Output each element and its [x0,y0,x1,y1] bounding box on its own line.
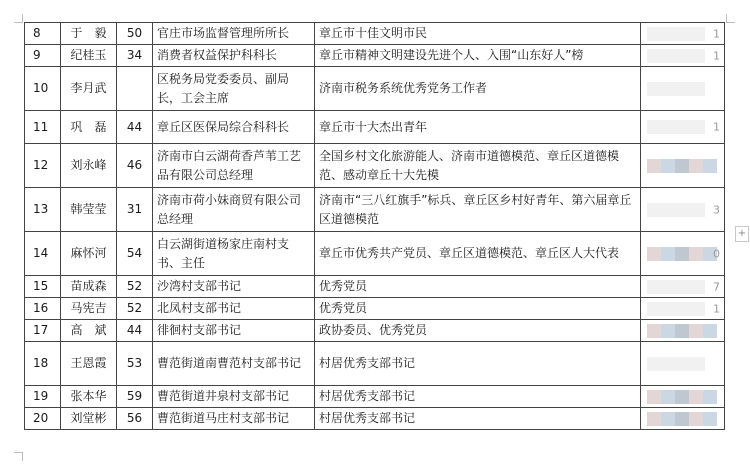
mosaic-block [647,302,705,316]
partial-digit: 1 [713,27,720,40]
table-row [25,45,725,67]
row-number-cell: 8 [25,23,61,45]
redacted-contact-cell [641,232,725,276]
position-cell: 沙湾村支部书记 [153,276,315,298]
honor-cell: 济南市税务系统优秀党务工作者 [315,67,641,111]
table-row [25,188,725,232]
position-cell: 消费者权益保护科科长 [153,45,315,67]
row-number-cell: 12 [25,144,61,188]
partial-digit: 1 [713,49,720,62]
position-cell: 曹范街道井泉村支部书记 [153,386,315,408]
age-cell: 52 [117,298,153,320]
mosaic-block [703,324,717,338]
age-cell: 46 [117,144,153,188]
row-number-cell: 10 [25,67,61,111]
name-cell: 刘堂彬 [61,408,117,430]
honor-cell: 章丘市精神文明建设先进个人、入围“山东好人”榜 [315,45,641,67]
name-cell: 马宪吉 [61,298,117,320]
row-number-cell: 19 [25,386,61,408]
mosaic-block [661,324,675,338]
mosaic-block [675,412,689,426]
redacted-contact-cell [641,144,725,188]
redacted-contact-cell [641,67,725,111]
mosaic-block [689,159,703,173]
row-number-cell: 18 [25,342,61,386]
mosaic-block [661,390,675,404]
age-cell: 59 [117,386,153,408]
mosaic-block [675,324,689,338]
redacted-contact-cell [641,276,725,298]
redacted-contact-cell [641,45,725,67]
name-cell: 巩 磊 [61,111,117,144]
mosaic-block [647,82,705,96]
mosaic-block [647,159,661,173]
partial-digit: 3 [713,203,720,216]
age-cell: 50 [117,23,153,45]
name-cell: 韩莹莹 [61,188,117,232]
mosaic-block [689,324,703,338]
age-cell: 56 [117,408,153,430]
mosaic-block [647,49,705,63]
mosaic-block [689,390,703,404]
mosaic-block [675,247,689,261]
row-number-cell: 11 [25,111,61,144]
row-number-cell: 15 [25,276,61,298]
row-number-cell: 17 [25,320,61,342]
mosaic-block [703,159,717,173]
mosaic-block [647,120,705,134]
position-cell: 区税务局党委委员、副局长，工会主席 [153,67,315,111]
table-row [25,342,725,386]
honor-cell: 政协委员、优秀党员 [315,320,641,342]
redacted-contact-cell [641,298,725,320]
table-row [25,232,725,276]
row-number-cell: 14 [25,232,61,276]
mosaic-block [647,324,661,338]
table-row [25,408,725,430]
mosaic-block [647,357,705,371]
name-cell: 刘永峰 [61,144,117,188]
partial-digit: 7 [713,280,720,293]
row-number-cell: 16 [25,298,61,320]
mosaic-block [647,280,705,294]
page-corner-mark [726,14,735,23]
mosaic-block [675,159,689,173]
mosaic-block [647,203,705,217]
age-cell: 52 [117,276,153,298]
row-number-cell: 13 [25,188,61,232]
position-cell: 北凤村支部书记 [153,298,315,320]
table-row [25,67,725,111]
honor-cell: 优秀党员 [315,276,641,298]
age-cell: 44 [117,320,153,342]
mosaic-block [647,412,661,426]
mosaic-block [661,412,675,426]
honor-cell: 全国乡村文化旅游能人、济南市道德模范、章丘区道德模范、感动章丘十大先模 [315,144,641,188]
honor-cell: 章丘市优秀共产党员、章丘区道德模范、章丘区人大代表 [315,232,641,276]
honor-cell: 章丘市十佳文明市民 [315,23,641,45]
partial-digit: 0 [713,247,720,260]
age-cell: 54 [117,232,153,276]
name-cell: 王恩霞 [61,342,117,386]
name-cell: 苗成森 [61,276,117,298]
position-cell: 济南市荷小妹商贸有限公司总经理 [153,188,315,232]
partial-digit: 1 [713,302,720,315]
redacted-contact-cell [641,188,725,232]
name-cell: 高 斌 [61,320,117,342]
position-cell: 徘徊村支部书记 [153,320,315,342]
age-cell: 34 [117,45,153,67]
redacted-contact-cell [641,408,725,430]
mosaic-block [661,247,675,261]
mosaic-block [703,412,717,426]
table-body [25,23,725,430]
table-row [25,298,725,320]
table-add-handle[interactable]: + [735,226,749,242]
name-cell: 纪桂玉 [61,45,117,67]
name-cell: 李月武 [61,67,117,111]
redacted-contact-cell [641,320,725,342]
table-row [25,144,725,188]
row-number-cell: 20 [25,408,61,430]
honor-cell: 优秀党员 [315,298,641,320]
age-cell: 31 [117,188,153,232]
mosaic-block [647,27,705,41]
age-cell: 44 [117,111,153,144]
honor-cell: 章丘市十大杰出青年 [315,111,641,144]
mosaic-block [675,390,689,404]
redacted-contact-cell [641,386,725,408]
redacted-contact-cell [641,23,725,45]
position-cell: 曹范街道南曹范村支部书记 [153,342,315,386]
honor-cell: 济南市“三八红旗手”标兵、章丘区乡村好青年、第六届章丘区道德模范 [315,188,641,232]
mosaic-block [661,159,675,173]
mosaic-block [647,390,661,404]
row-number-cell: 9 [25,45,61,67]
table-row [25,320,725,342]
page-corner-mark [14,452,23,461]
honor-cell: 村居优秀支部书记 [315,386,641,408]
name-cell: 麻怀河 [61,232,117,276]
page-corner-mark [14,14,23,23]
table-row [25,276,725,298]
position-cell: 曹范街道马庄村支部书记 [153,408,315,430]
mosaic-block [689,247,703,261]
honor-cell: 村居优秀支部书记 [315,408,641,430]
position-cell: 白云湖街道杨家庄南村支书、主任 [153,232,315,276]
name-cell: 张本华 [61,386,117,408]
partial-digit: 1 [713,120,720,134]
redacted-contact-cell [641,111,725,144]
redacted-contact-cell [641,342,725,386]
name-cell: 于 毅 [61,23,117,45]
table-row [25,23,725,45]
mosaic-block [689,412,703,426]
table-row [25,386,725,408]
honor-roll-table [24,22,725,430]
age-cell [117,67,153,111]
mosaic-block [647,247,661,261]
position-cell: 济南市白云湖荷香芦苇工艺品有限公司总经理 [153,144,315,188]
table-row [25,111,725,144]
age-cell: 53 [117,342,153,386]
position-cell: 官庄市场监督管理所所长 [153,23,315,45]
honor-cell: 村居优秀支部书记 [315,342,641,386]
position-cell: 章丘区医保局综合科科长 [153,111,315,144]
mosaic-block [703,390,717,404]
